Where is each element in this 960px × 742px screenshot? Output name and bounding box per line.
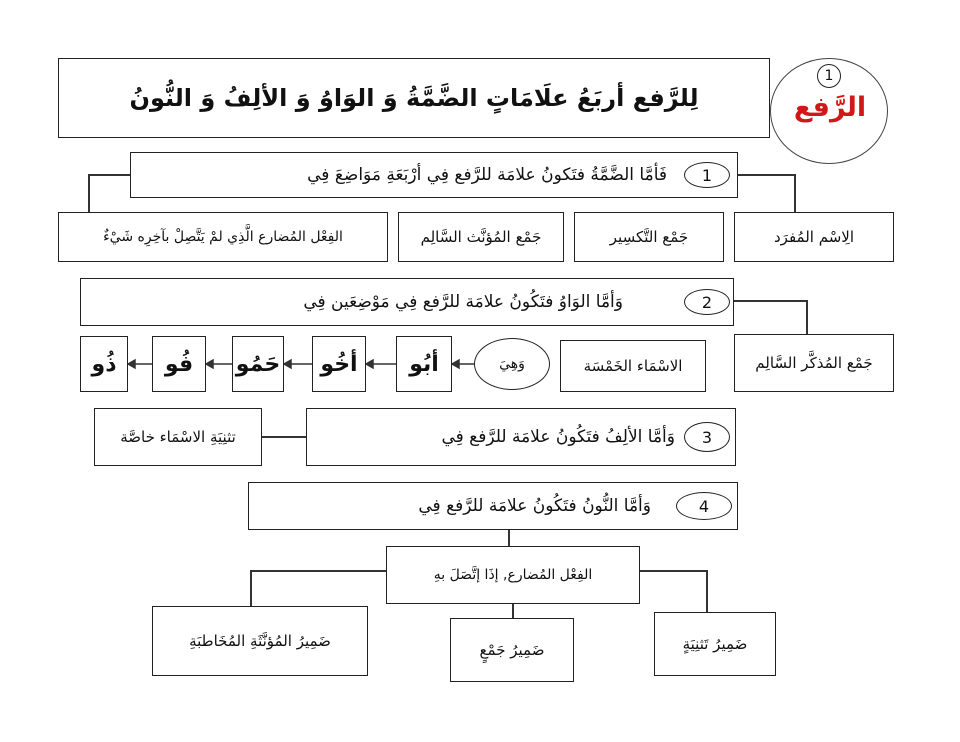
noun-akhu: أخُو <box>312 336 366 392</box>
section1-item-verb: الفِعْل المُضارع الَّذِي لمْ يَتَّصِلْ بآخِرِه شَيْءٌ <box>58 212 388 262</box>
section2-number: 2 <box>684 289 730 315</box>
noun-abu: أبُو <box>396 336 452 392</box>
noun-hamu: حَمُو <box>232 336 284 392</box>
section3-box <box>306 408 736 466</box>
title-heading-box <box>58 58 770 138</box>
section2-and-they: وَهِيَ <box>474 338 550 390</box>
section1-text: فَأمَّا الضَّمَّةُ فتَكونُ علامَة للرَّفع فِي أرْبَعَةِ مَوَاضِعَ فِي <box>307 165 667 185</box>
pronoun-plural: ضَمِيرُ جَمْعٍ <box>450 618 574 682</box>
section1-number: 1 <box>684 162 730 188</box>
section4-number: 4 <box>676 492 732 520</box>
section4-verb: الفِعْل المُضارع, إذَا إتَّصَلَ بهِ <box>386 546 640 604</box>
section1-item-feminine-plural: جَمْع المُؤنَّث السَّالِم <box>398 212 564 262</box>
section4-box <box>248 482 738 530</box>
section4-text: وَأمَّا النُّونُ فتَكُونُ علامَة للرَّفع فِي <box>418 496 651 516</box>
section3-number: 3 <box>684 422 730 452</box>
section3-text: وَأمَّا الألِفُ فتَكُونُ علامَة للرَّفع فِي <box>441 427 675 447</box>
section1-box <box>130 152 738 198</box>
title-number: 1 <box>817 64 841 88</box>
section3-item: تثنِيَةِ الاسْمَاء خاصَّة <box>94 408 262 466</box>
section2-five-nouns: الاسْمَاء الخَمْسَة <box>560 340 706 392</box>
noun-dhu: ذُو <box>80 336 128 392</box>
section1-item-singular: الِاسْم المُفرَد <box>734 212 894 262</box>
section2-box <box>80 278 734 326</box>
section2-plural: جَمْع المُذكَّر السَّالِم <box>734 334 894 392</box>
section2-text: وَأمَّا الوَاوُ فتَكُونُ علامَة للرَّفع فِي مَوْضِعَين فِي <box>303 292 623 312</box>
pronoun-feminine-addressed: ضَمِيرُ المُؤنَّثَةِ المُخَاطبَةِ <box>152 606 368 676</box>
section1-item-broken-plural: جَمْع التَّكسِير <box>574 212 724 262</box>
noun-fu: فُو <box>152 336 206 392</box>
title-heading: لِلرَّفع أربَعُ علَامَاتٍ الضَّمَّةُ وَ الوَاوُ وَ الألِفُ وَ النُّونُ <box>129 84 699 112</box>
pronoun-dual: ضَمِيرُ تَثنِيَةٍ <box>654 612 776 676</box>
title-word: الرَّفع <box>793 92 867 123</box>
